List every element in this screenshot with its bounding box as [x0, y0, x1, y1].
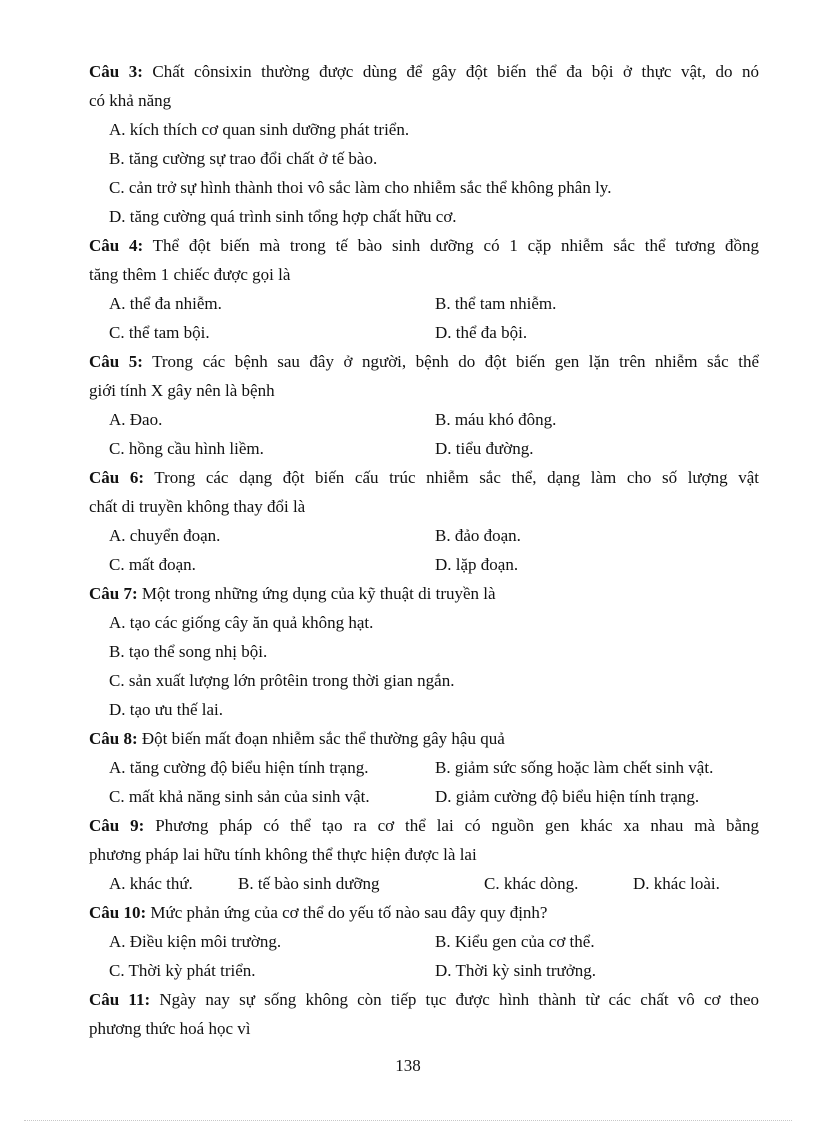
question-6-label: Câu 6:	[89, 468, 144, 487]
question-8-option-a: A. tăng cường độ biểu hiện tính trạng.	[109, 758, 369, 777]
question-4-line-2: tăng thêm 1 chiếc được gọi là	[89, 265, 291, 284]
question-5-label: Câu 5:	[89, 352, 143, 371]
question-5-option-c: C. hồng cầu hình liềm.	[109, 439, 264, 458]
question-3-line-2: có khả năng	[89, 91, 172, 110]
question-4-option-d: D. thể đa bội.	[435, 323, 528, 342]
question-10-option-c: C. Thời kỳ phát triển.	[109, 961, 256, 980]
question-7-option-a: A. tạo các giống cây ăn quả không hạt.	[109, 613, 374, 632]
question-7-line-1	[89, 584, 759, 604]
question-10-option-b: B. Kiểu gen của cơ thể.	[435, 932, 595, 951]
question-9-option-d: D. khác loài.	[633, 874, 720, 893]
question-9-option-a: A. khác thứ.	[109, 874, 193, 893]
question-3-option-a: A. kích thích cơ quan sinh dưỡng phát triển.	[109, 120, 410, 139]
question-8-line-1	[89, 729, 759, 749]
question-3-option-b: B. tăng cường sự trao đổi chất ở tế bào.	[109, 149, 378, 168]
page-number: 138	[395, 1056, 421, 1075]
question-5-option-b: B. máu khó đông.	[435, 410, 557, 429]
question-8-option-b: B. giảm sức sống hoặc làm chết sinh vật.	[435, 758, 714, 777]
footer-divider	[24, 1120, 792, 1121]
question-3-text-1: Chất cônsixin thường được dùng để gây đột biến thể đa bội ở thực vật, do nó	[152, 62, 759, 81]
question-9-option-b: B. tế bào sinh dưỡng	[238, 874, 380, 893]
question-6-text-1: Trong các dạng đột biến cấu trúc nhiễm sắc thể, dạng làm cho số lượng vật	[154, 468, 759, 487]
question-6-option-a: A. chuyển đoạn.	[109, 526, 221, 545]
question-3-line-1	[89, 62, 759, 82]
question-8-label: Câu 8:	[89, 729, 138, 748]
question-3-label: Câu 3:	[89, 62, 143, 81]
question-8-text-1: Đột biến mất đoạn nhiễm sắc thể thường gây hậu quả	[141, 729, 505, 748]
question-5-line-2: giới tính X gây nên là bệnh	[89, 381, 275, 400]
question-9-line-2: phương pháp lai hữu tính không thể thực hiện được là lai	[89, 845, 477, 864]
question-10-option-a: A. Điều kiện môi trường.	[109, 932, 282, 951]
question-6-line-2: chất di truyền không thay đổi là	[89, 497, 306, 516]
question-4-label: Câu 4:	[89, 236, 144, 255]
question-11-text-1: Ngày nay sự sống không còn tiếp tục được hình thành từ các chất vô cơ theo	[159, 990, 759, 1009]
question-8-option-c: C. mất khả năng sinh sản của sinh vật.	[109, 787, 370, 806]
question-5-text-1: Trong các bệnh sau đây ở người, bệnh do đột biến gen lặn trên nhiễm sắc thể	[152, 352, 759, 371]
question-3-option-d: D. tăng cường quá trình sinh tổng hợp chất hữu cơ.	[109, 207, 457, 226]
question-9-label: Câu 9:	[89, 816, 145, 835]
question-4-option-b: B. thể tam nhiễm.	[435, 294, 557, 313]
question-5-line-1	[89, 352, 759, 372]
question-11-line-2: phương thức hoá học vì	[89, 1019, 251, 1038]
question-6-line-1	[89, 468, 759, 488]
question-5-option-d: D. tiểu đường.	[435, 439, 534, 458]
question-9-option-c: C. khác dòng.	[484, 874, 579, 893]
question-7-option-d: D. tạo ưu thế lai.	[109, 700, 224, 719]
question-11-label: Câu 11:	[89, 990, 151, 1009]
question-9-text-1: Phương pháp có thể tạo ra cơ thể lai có nguồn gen khác xa nhau mà bằng	[155, 816, 759, 835]
question-8-option-d: D. giảm cường độ biểu hiện tính trạng.	[435, 787, 700, 806]
question-7-option-b: B. tạo thể song nhị bội.	[109, 642, 268, 661]
question-5-option-a: A. Đao.	[109, 410, 163, 429]
question-7-text-1: Một trong những ứng dụng của kỹ thuật di truyền là	[141, 584, 496, 603]
question-11-line-1	[89, 990, 759, 1010]
question-10-line-1	[89, 903, 759, 923]
question-4-option-c: C. thể tam bội.	[109, 323, 210, 342]
question-4-line-1	[89, 236, 759, 256]
question-3-option-c: C. cản trở sự hình thành thoi vô sắc làm cho nhiễm sắc thể không phân ly.	[109, 178, 612, 197]
question-10-text-1: Mức phản ứng của cơ thể do yếu tố nào sau đây quy định?	[150, 903, 548, 922]
question-6-option-d: D. lặp đoạn.	[435, 555, 519, 574]
question-10-label: Câu 10:	[89, 903, 147, 922]
question-9-line-1	[89, 816, 759, 836]
question-10-option-d: D. Thời kỳ sinh trưởng.	[435, 961, 596, 980]
question-4-option-a: A. thể đa nhiễm.	[109, 294, 222, 313]
question-7-option-c: C. sản xuất lượng lớn prôtêin trong thời gian ngắn.	[109, 671, 455, 690]
question-6-option-b: B. đảo đoạn.	[435, 526, 521, 545]
question-4-text-1: Thể đột biến mà trong tế bào sinh dưỡng có 1 cặp nhiễm sắc thể tương đồng	[152, 236, 759, 255]
question-6-option-c: C. mất đoạn.	[109, 555, 196, 574]
question-7-label: Câu 7:	[89, 584, 138, 603]
